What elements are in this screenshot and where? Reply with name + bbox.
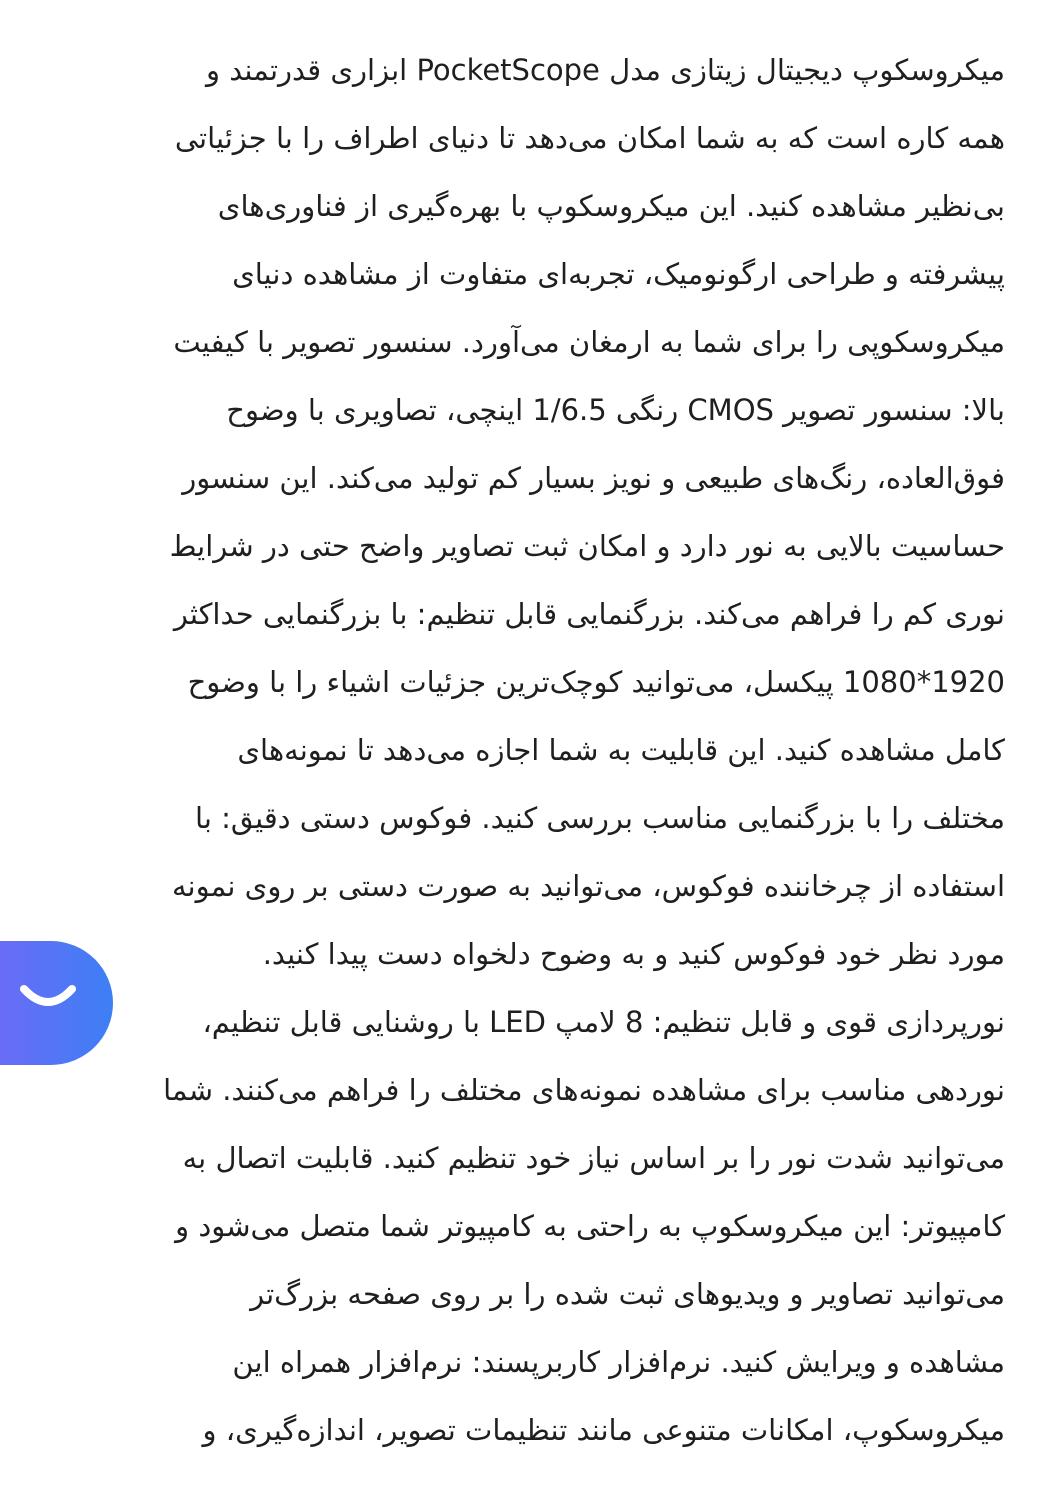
text-line: میکروسکوپی را برای شما به ارمغان می‌آورد. سنسور تصویر با کیفیت <box>173 325 1005 359</box>
text-line: نورپردازی قوی و قابل تنظیم: 8 لامپ LED با روشنایی قابل تنظیم، <box>202 1005 1005 1039</box>
text-line: کامپیوتر: این میکروسکوپ به راحتی به کامپیوتر شما متصل می‌شود و <box>175 1209 1005 1243</box>
text-line: می‌توانید شدت نور را بر اساس نیاز خود تنظیم کنید. قابلیت اتصال به <box>182 1141 1005 1175</box>
text-line: میکروسکوپ، امکانات متنوعی مانند تنظیمات تصویر، اندازه‌گیری، و <box>202 1413 1005 1447</box>
text-line: همه کاره است که به شما امکان می‌دهد تا دنیای اطراف را با جزئیاتی <box>174 121 1005 155</box>
text-line: فوق‌العاده، رنگ‌های طبیعی و نویز بسیار کم تولید می‌کند. این سنسور <box>182 461 1005 495</box>
article-body <box>45 36 1005 1464</box>
text-line: استفاده از چرخاننده فوکوس، می‌توانید به صورت دستی بر روی نمونه <box>171 869 1005 903</box>
text-line: مورد نظر خود فوکوس کنید و به وضوح دلخواه دست پیدا کنید. <box>262 937 1005 971</box>
smile-icon <box>18 979 78 1019</box>
text-line: مشاهده و ویرایش کنید. نرم‌افزار کاربرپسند: نرم‌افزار همراه این <box>232 1345 1005 1379</box>
text-line: بالا: سنسور تصویر CMOS رنگی 1/6.5 اینچی، تصاویری با وضوح <box>226 393 1005 427</box>
text-line: میکروسکوپ دیجیتال زیتازی مدل PocketScope ابزاری قدرتمند و <box>205 53 1005 87</box>
text-line: می‌توانید تصاویر و ویدیوهای ثبت شده را بر روی صفحه بزرگ‌تر <box>250 1277 1005 1311</box>
text-line: پیشرفته و طراحی ارگونومیک، تجربه‌ای متفاوت از مشاهده دنیای <box>232 257 1005 291</box>
text-line: نوردهی مناسب برای مشاهده نمونه‌های مختلف را فراهم می‌کنند. شما <box>163 1073 1005 1107</box>
text-line: 1920*1080 پیکسل، می‌توانید کوچک‌ترین جزئیات اشیاء را با وضوح <box>187 665 1005 699</box>
text-line: مختلف را با بزرگنمایی مناسب بررسی کنید. فوکوس دستی دقیق: با <box>194 801 1005 835</box>
text-line: نوری کم را فراهم می‌کند. بزرگنمایی قابل تنظیم: با بزرگنمایی حداکثر <box>173 597 1005 631</box>
text-line: بی‌نظیر مشاهده کنید. این میکروسکوپ با بهره‌گیری از فناوری‌های <box>217 189 1005 223</box>
text-line: حساسیت بالایی به نور دارد و امکان ثبت تصاویر واضح حتی در شرایط <box>169 529 1005 563</box>
text-line: کامل مشاهده کنید. این قابلیت به شما اجازه می‌دهد تا نمونه‌های <box>237 733 1005 767</box>
